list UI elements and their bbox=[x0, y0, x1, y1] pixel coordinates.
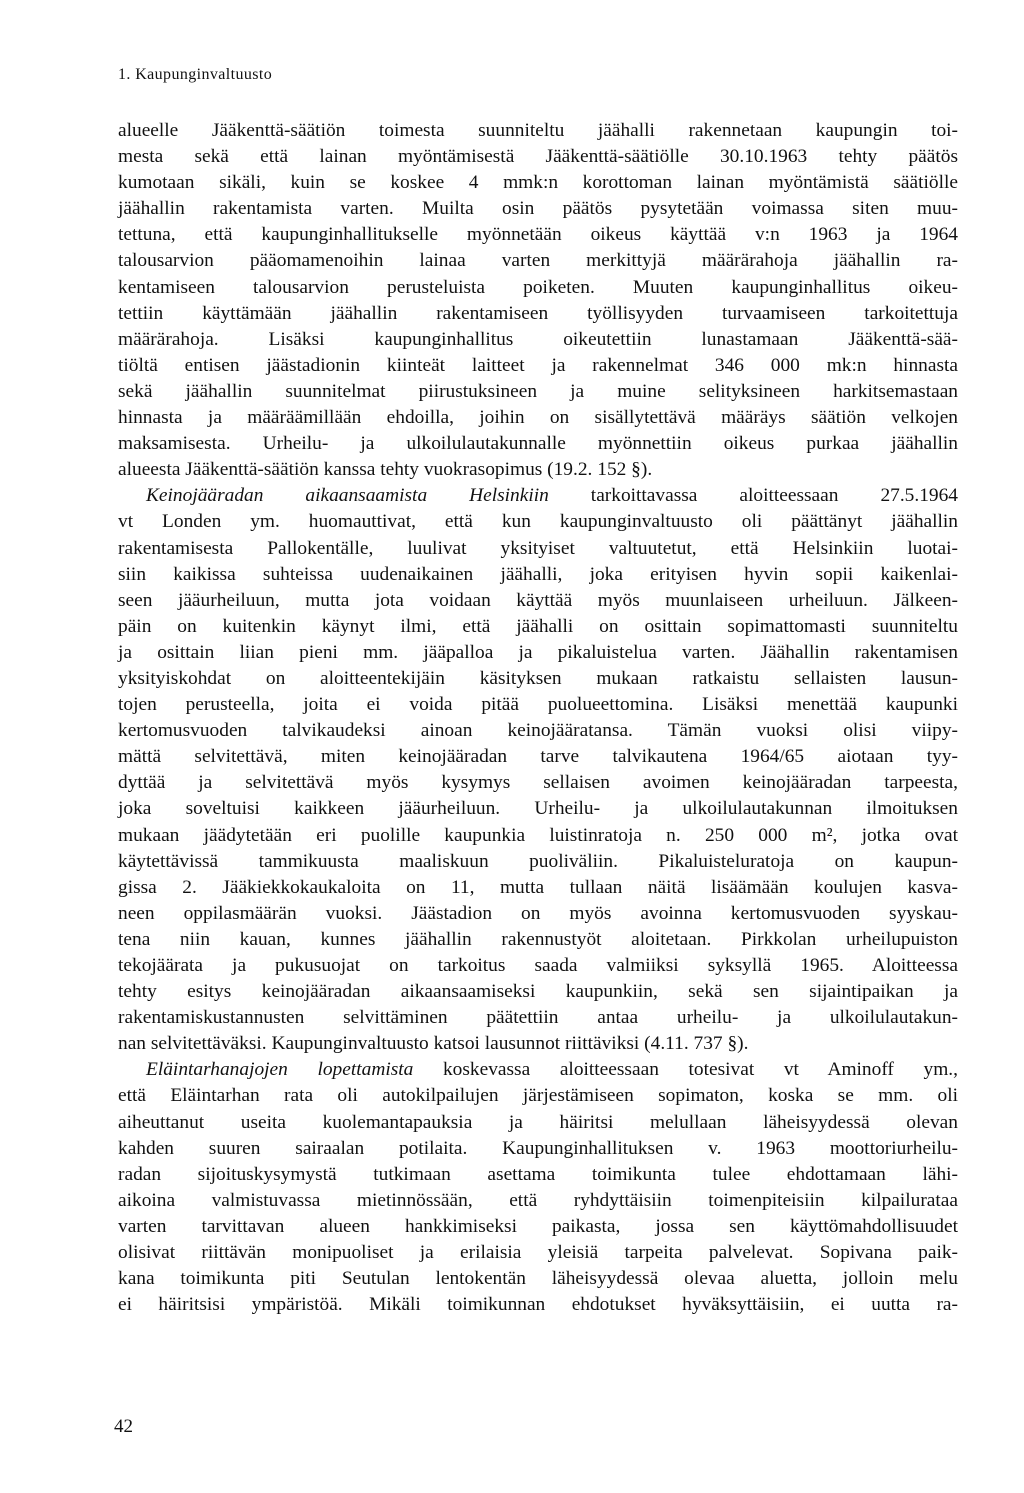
text-line bbox=[118, 483, 958, 509]
text-line: tehty esitys keinojääradan aikaansaamiseksi kaupunkiin, sekä sen sijaintipaikan ja bbox=[118, 981, 958, 1003]
text-line: tettiin käyttämään jäähallin rakentamiseen työllisyyden turvaamiseen tarkoitettuja bbox=[118, 302, 958, 324]
text-line: joka soveltuisi kaikkeen jääurheiluun. Urheilu- ja ulkoilulautakunnan ilmoituksen bbox=[118, 798, 958, 820]
running-head: 1. Kaupunginvaltuusto bbox=[118, 66, 273, 83]
text-line: tekojäärata ja pukusuojat on tarkoitus saada valmiiksi syksyllä 1965. Aloitteessa bbox=[118, 955, 958, 976]
body-text bbox=[118, 118, 958, 1318]
text-line: alueelle Jääkenttä-säätiön toimesta suunniteltu jäähalli rakennetaan kaupungin toi- bbox=[118, 120, 958, 141]
text-line: yksityiskohdat on aloitteentekijäin käsityksen mukaan ratkaistu sellaisten lausun- bbox=[118, 667, 958, 689]
text-line: tena niin kauan, kunnes jäähallin rakennustyöt aloitetaan. Pirkkolan urheilupuiston bbox=[118, 928, 958, 950]
text-line: käytettävissä tammikuusta maaliskuun puoliväliin. Pikaluisteluratoja on kaupun- bbox=[118, 850, 958, 872]
text-line: tettuna, että kaupunginhallitukselle myönnetään oikeus käyttää v:n 1963 ja 1964 bbox=[118, 224, 958, 246]
text-line: kahden suuren sairaalan potilaita. Kaupunginhallituksen v. 1963 moottoriurheilu- bbox=[118, 1137, 958, 1159]
italic-heading: Keinojääradan aikaansaamista Helsinkiin bbox=[146, 485, 549, 507]
line-text: koskevassa aloitteessaan totesivat vt Aminoff ym., bbox=[413, 1059, 958, 1081]
text-line: hinnasta ja määräämillään ehdoilla, joihin on sisällytettävä määräys säätiön velkojen bbox=[118, 407, 958, 429]
line-text: tarkoittavassa aloitteessaan 27.5.1964 bbox=[548, 485, 959, 507]
text-line: että Eläintarhan rata oli autokilpailujen järjestämiseen sopimaton, koska se mm. oli bbox=[118, 1085, 958, 1107]
text-line: määrärahoja. Lisäksi kaupunginhallitus oikeutettiin lunastamaan Jääkenttä-sää- bbox=[118, 328, 958, 350]
text-line: olisivat riittävän monipuoliset ja erilaisia yleisiä tarpeita palvelevat. Sopivana paik- bbox=[118, 1242, 958, 1264]
text-line: rakentamiskustannusten selvittäminen päätettiin antaa urheilu- ja ulkoilulautakun- bbox=[118, 1007, 958, 1029]
text-line: kentamiseen talousarvion perusteluista poiketen. Muuten kaupunginhallitus oikeu- bbox=[118, 276, 958, 298]
text-line: kertomusvuoden talvikaudeksi ainoan keinojääratansa. Tämän vuoksi olisi viipy- bbox=[118, 720, 958, 742]
text-line: siin kaikissa suhteissa uudenaikainen jäähalli, joka erityisen hyvin sopii kaikenlai- bbox=[118, 563, 958, 585]
text-line: neen oppilasmäärän vuoksi. Jäästadion on myös avoinna kertomusvuoden syyskau- bbox=[118, 902, 958, 924]
text-line: nan selvitettäväksi. Kaupunginvaltuusto katsoi lausunnot riittäviksi (4.11. 737 §). bbox=[118, 1033, 749, 1055]
text-line: mättä selvitettävä, miten keinojääradan tarve talvikautena 1964/65 aiotaan tyy- bbox=[118, 746, 958, 768]
text-line: maksamisesta. Urheilu- ja ulkoilulautakunnalle myönnettiin oikeus purkaa jäähallin bbox=[118, 433, 958, 455]
text-line: kana toimikunta piti Seutulan lentokentän läheisyydessä olevaa aluetta, jolloin melu bbox=[118, 1268, 958, 1290]
text-line: mesta sekä että lainan myöntämisestä Jääkenttä-säätiölle 30.10.1963 tehty päätös bbox=[118, 146, 958, 168]
text-line: tiöltä entisen jäästadionin kiinteät laitteet ja rakennelmat 346 000 mk:n hinnasta bbox=[118, 354, 958, 376]
text-line: seen jääurheiluun, mutta jota voidaan käyttää myös muunlaiseen urheiluun. Jälkeen- bbox=[118, 589, 958, 611]
text-line: rakentamisesta Pallokentälle, luulivat yksityiset valtuutetut, että Helsinkiin luotai- bbox=[118, 537, 958, 559]
text-line: ei häiritsisi ympäristöä. Mikäli toimikunnan ehdotukset hyväksyttäisiin, ei uutta ra- bbox=[118, 1294, 958, 1316]
text-line: mukaan jäädytetään eri puolille kaupunkia luistinratoja n. 250 000 m², jotka ovat bbox=[118, 824, 958, 846]
text-line: vt Londen ym. huomauttivat, että kun kaupunginvaltuusto oli päättänyt jäähallin bbox=[118, 511, 958, 533]
text-line: talousarvion pääomamenoihin lainaa varten merkittyjä määrärahoja jäähallin ra- bbox=[118, 250, 958, 272]
text-line: jäähallin rakentamista varten. Muilta osin päätös pysytetään voimassa siten muu- bbox=[118, 198, 958, 220]
text-line: aikoina valmistuvassa mietinnössään, että ryhdyttäisiin toimenpiteisiin kilpailurataa bbox=[118, 1189, 958, 1211]
text-line: sekä jäähallin suunnitelmat piirustuksineen ja muine selityksineen harkitsemastaan bbox=[118, 380, 958, 402]
text-line: ja osittain liian pieni mm. jääpalloa ja pikaluistelua varten. Jäähallin rakentamisen bbox=[118, 641, 958, 663]
text-line: varten tarvittavan alueen hankkimiseksi paikasta, jossa sen käyttömahdollisuudet bbox=[118, 1215, 958, 1237]
text-line: gissa 2. Jääkiekkokaukaloita on 11, mutta tullaan näitä lisäämään koulujen kasva- bbox=[118, 876, 958, 898]
text-line: alueesta Jääkenttä-säätiön kanssa tehty vuokrasopimus (19.2. 152 §). bbox=[118, 459, 653, 481]
text-line bbox=[118, 1057, 958, 1083]
page-number: 42 bbox=[114, 1416, 133, 1437]
text-line: päin on kuitenkin käynyt ilmi, että jäähalli on osittain sopimattomasti suunniteltu bbox=[118, 615, 958, 637]
text-line: dyttää ja selvitettävä myös kysymys sellaisen avoimen keinojääradan tarpeesta, bbox=[118, 772, 958, 794]
italic-heading: Eläintarhanajojen lopettamista bbox=[146, 1059, 414, 1081]
text-line: aiheuttanut useita kuolemantapauksia ja häiritsi melullaan läheisyydessä olevan bbox=[118, 1111, 958, 1133]
text-line: tojen perusteella, joita ei voida pitää puolueettomina. Lisäksi menettää kaupunki bbox=[118, 694, 958, 716]
text-line: kumotaan sikäli, kuin se koskee 4 mmk:n korottoman lainan myöntämistä säätiölle bbox=[118, 172, 958, 194]
text-line: radan sijoituskysymystä tutkimaan asettama toimikunta tulee ehdottamaan lähi- bbox=[118, 1163, 958, 1185]
